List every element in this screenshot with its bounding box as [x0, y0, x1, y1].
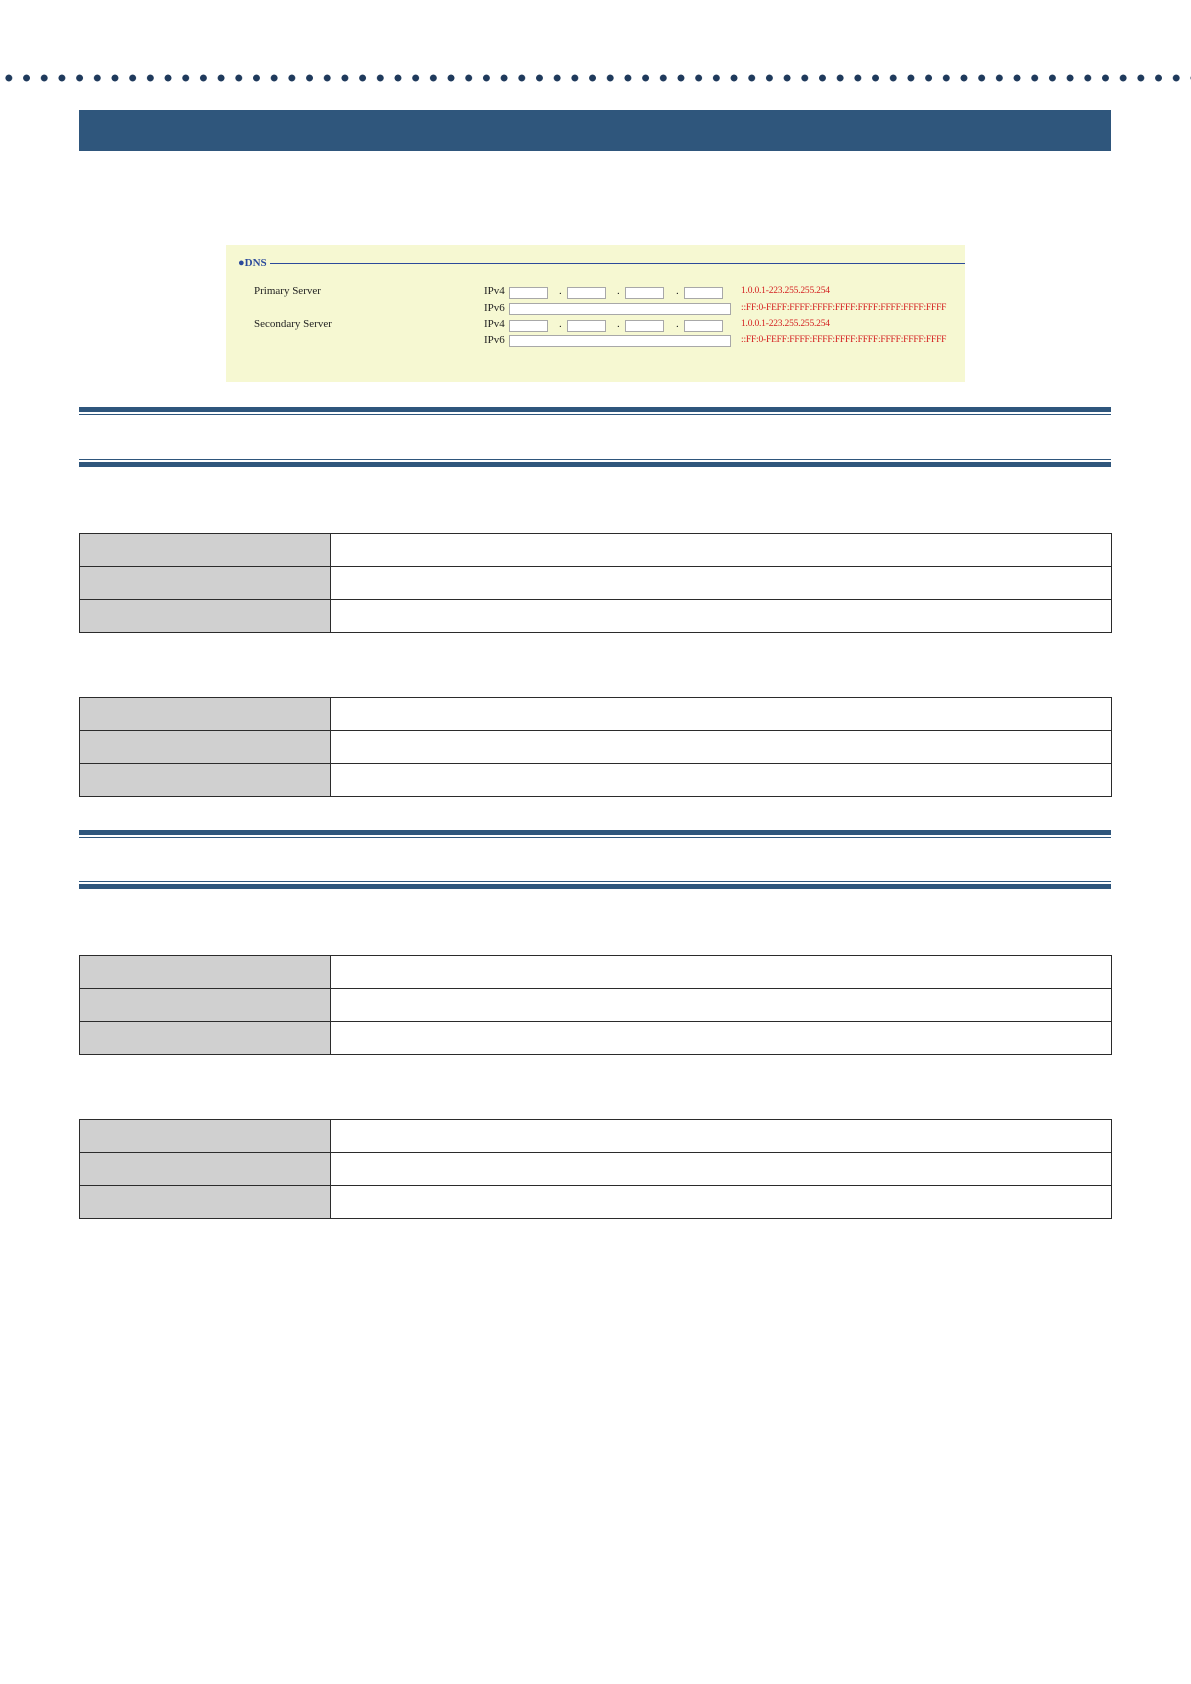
table-key-cell [80, 698, 331, 731]
table-value-cell [331, 1120, 1112, 1153]
dns-title-rule [270, 263, 965, 264]
table-row [80, 567, 1112, 600]
table-key-cell [80, 1186, 331, 1219]
primary-ipv4-octet-1[interactable] [509, 287, 548, 299]
primary-ipv4-octet-4[interactable] [684, 287, 723, 299]
section-banner [79, 110, 1111, 151]
secondary-ipv4-octet-1[interactable] [509, 320, 548, 332]
table-row [80, 956, 1112, 989]
table-value-cell [331, 989, 1112, 1022]
primary-ipv4-octet-2[interactable] [567, 287, 606, 299]
primary-ipv4-label: IPv4 [484, 285, 505, 297]
section-rule-bottom-thin-2 [79, 881, 1111, 882]
spec-table-4 [79, 1119, 1112, 1219]
table-value-cell [331, 698, 1112, 731]
table-key-cell [80, 764, 331, 797]
dns-settings-panel [226, 245, 965, 382]
section-rule-top-thin-2 [79, 837, 1111, 838]
table-row [80, 534, 1112, 567]
table-value-cell [331, 1186, 1112, 1219]
primary-ipv6-range-hint: ::FF:0-FEFF:FFFF:FFFF:FFFF:FFFF:FFFF:FFFF:FFFF [741, 303, 947, 313]
table-value-cell [331, 764, 1112, 797]
table-value-cell [331, 1153, 1112, 1186]
section-rule-top-2 [79, 830, 1111, 835]
primary-ipv6-label: IPv6 [484, 302, 505, 314]
table-row [80, 989, 1112, 1022]
table-value-cell [331, 600, 1112, 633]
secondary-ipv4-sep-2: . [617, 318, 620, 330]
section-rule-top-1 [79, 407, 1111, 412]
table-key-cell [80, 1120, 331, 1153]
table-row [80, 1022, 1112, 1055]
primary-ipv4-sep-1: . [559, 285, 562, 297]
secondary-ipv6-input[interactable] [509, 335, 731, 347]
table-key-cell [80, 731, 331, 764]
table-row [80, 1153, 1112, 1186]
secondary-ipv4-sep-3: . [676, 318, 679, 330]
secondary-ipv4-octet-3[interactable] [625, 320, 664, 332]
table-row [80, 1120, 1112, 1153]
secondary-ipv4-label: IPv4 [484, 318, 505, 330]
spec-table-3 [79, 955, 1112, 1055]
section-rule-bottom-1 [79, 462, 1111, 467]
table-row [80, 731, 1112, 764]
table-key-cell [80, 1022, 331, 1055]
table-row [80, 1186, 1112, 1219]
secondary-server-label: Secondary Server [254, 318, 332, 330]
table-row [80, 764, 1112, 797]
spec-table-1 [79, 533, 1112, 633]
primary-ipv4-sep-2: . [617, 285, 620, 297]
table-key-cell [80, 956, 331, 989]
secondary-ipv6-range-hint: ::FF:0-FEFF:FFFF:FFFF:FFFF:FFFF:FFFF:FFFF:FFFF [741, 335, 947, 345]
table-key-cell [80, 1153, 331, 1186]
table-value-cell [331, 956, 1112, 989]
secondary-ipv6-label: IPv6 [484, 334, 505, 346]
secondary-ipv4-octet-2[interactable] [567, 320, 606, 332]
primary-ipv6-input[interactable] [509, 303, 731, 315]
primary-ipv4-octet-3[interactable] [625, 287, 664, 299]
section-rule-top-thin-1 [79, 414, 1111, 415]
spec-table-2 [79, 697, 1112, 797]
primary-ipv4-range-hint: 1.0.0.1-223.255.255.254 [741, 286, 830, 296]
table-value-cell [331, 567, 1112, 600]
secondary-ipv4-range-hint: 1.0.0.1-223.255.255.254 [741, 319, 830, 329]
table-value-cell [331, 534, 1112, 567]
table-key-cell [80, 989, 331, 1022]
dns-title [238, 257, 267, 269]
table-key-cell [80, 567, 331, 600]
primary-server-label: Primary Server [254, 285, 321, 297]
table-value-cell [331, 731, 1112, 764]
section-rule-bottom-thin-1 [79, 459, 1111, 460]
table-row [80, 600, 1112, 633]
section-rule-bottom-2 [79, 884, 1111, 889]
table-row [80, 698, 1112, 731]
table-key-cell [80, 534, 331, 567]
bullet-icon: ● [238, 257, 245, 269]
secondary-ipv4-sep-1: . [559, 318, 562, 330]
table-value-cell [331, 1022, 1112, 1055]
dotted-divider [0, 73, 1191, 83]
dns-title-text: DNS [244, 257, 267, 269]
primary-ipv4-sep-3: . [676, 285, 679, 297]
secondary-ipv4-octet-4[interactable] [684, 320, 723, 332]
table-key-cell [80, 600, 331, 633]
